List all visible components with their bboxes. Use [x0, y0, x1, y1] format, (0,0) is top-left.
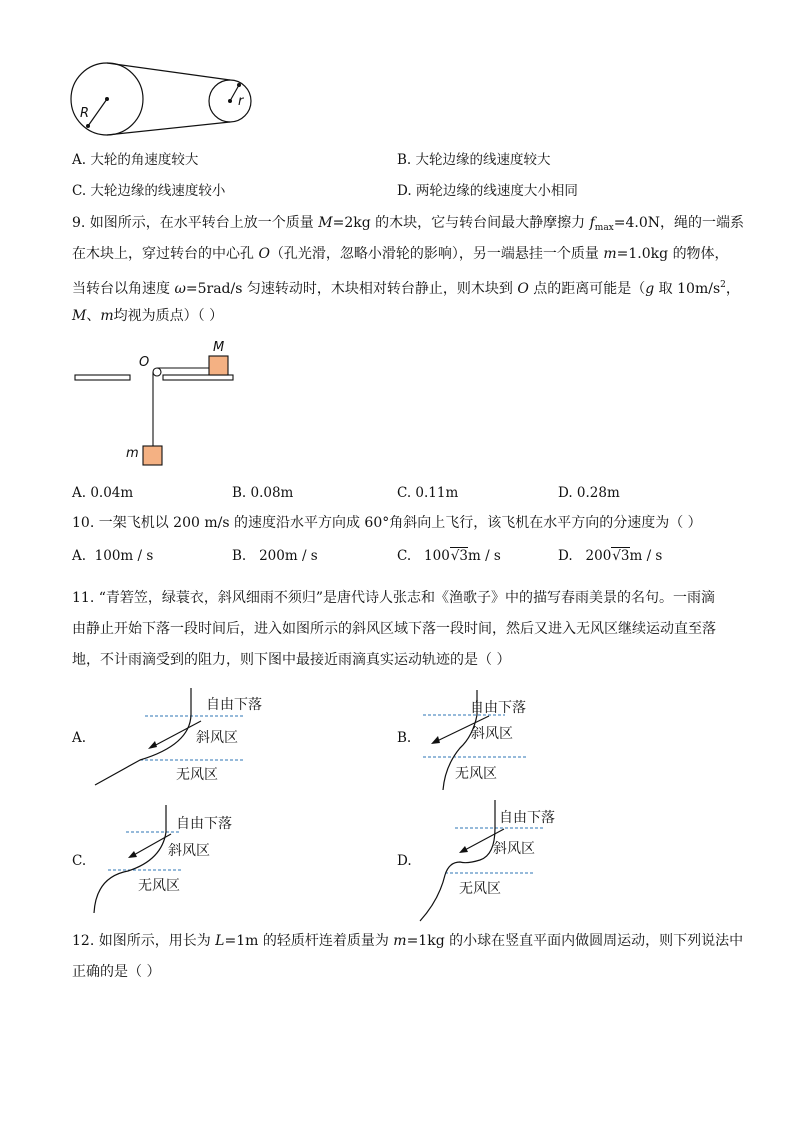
q9-option-b: B. 0.08m: [232, 485, 294, 501]
q12-line-2: 正确的是（ ）: [72, 964, 161, 980]
q9-option-a: A. 0.04m: [72, 485, 134, 501]
q11-option-b-figure: [415, 688, 565, 793]
q10-option-d: D. 200√3m / s: [558, 548, 663, 564]
q11b-no-wind: 无风区: [455, 766, 497, 782]
q9-line-3: 当转台以角速度 ω=5rad/s 匀速转动时，木块相对转台静止，则木块到 O 点的距离可能是（g 取 $10m/s^2$，: [72, 280, 740, 297]
q10-option-b: B. 200m / s: [232, 548, 318, 564]
q11-line-1: 11. “青箬笠，绿蓑衣，斜风细雨不须归”是唐代诗人张志和《渔歌子》中的描写春雨美景的名句。一雨滴: [72, 590, 716, 606]
q9-line-2: 在木块上，穿过转台的中心孔 O（孔光滑，忽略小滑轮的影响），另一端悬挂一个质量 m=1.0kg 的物体，: [72, 246, 729, 262]
q11b-slant-wind: 斜风区: [471, 726, 513, 742]
q8-option-c: C. 大轮边缘的线速度较小: [72, 183, 226, 199]
q11-option-b-label: B.: [397, 730, 412, 746]
big-wheel-label: R: [80, 106, 90, 121]
q11c-slant-wind: 斜风区: [168, 843, 210, 859]
q8-option-b: B. 大轮边缘的线速度较大: [397, 152, 551, 168]
q8-pulley-figure: [66, 62, 266, 142]
q9-line-4: M、m均视为质点）（ ）: [72, 308, 224, 324]
q11-line-2: 由静止开始下落一段时间后，进入如图所示的斜风区域下落一段时间，然后又进入无风区继续运动直至落: [72, 621, 716, 637]
q10-option-a: A. 100m / s: [72, 548, 154, 564]
small-wheel-label: r: [238, 94, 244, 109]
q8-option-a: A. 大轮的角速度较大: [72, 152, 199, 168]
q9-turntable-figure: [70, 335, 245, 470]
hanging-m-label: m: [126, 446, 139, 461]
q12-line-1: 12. 如图所示，用长为 L=1m 的轻质杆连着质量为 m=1kg 的小球在竖直平面内做圆周运动，则下列说法中: [72, 933, 744, 949]
q9-option-c: C. 0.11m: [397, 485, 459, 501]
q11-line-3: 地，不计雨滴受到的阻力，则下图中最接近雨滴真实运动轨迹的是（ ）: [72, 652, 511, 668]
q11d-free-fall: 自由下落: [499, 810, 555, 826]
q11-option-d-label: D.: [397, 853, 412, 869]
q8-option-d: D. 两轮边缘的线速度大小相同: [397, 183, 578, 199]
q11c-no-wind: 无风区: [138, 878, 180, 894]
block-M-label: M: [213, 340, 225, 355]
q11a-free-fall: 自由下落: [206, 697, 262, 713]
q11c-free-fall: 自由下落: [176, 816, 232, 832]
q11a-slant-wind: 斜风区: [196, 730, 238, 746]
q9-option-d: D. 0.28m: [558, 485, 620, 501]
q11-option-a-figure: [90, 685, 280, 790]
q11-option-d-figure: [415, 800, 575, 925]
q11-option-c-label: C.: [72, 853, 87, 869]
hole-label: O: [139, 355, 150, 370]
q11d-slant-wind: 斜风区: [493, 841, 535, 857]
q11-option-a-label: A.: [72, 730, 87, 746]
q11b-free-fall: 自由下落: [470, 700, 526, 716]
q11d-no-wind: 无风区: [459, 881, 501, 897]
q11a-no-wind: 无风区: [176, 767, 218, 783]
q10-stem: 10. 一架飞机以 200 m/s 的速度沿水平方向成 60°角斜向上飞行，该飞机在水平方向的分速度为（ ）: [72, 515, 702, 531]
q9-line-1: 9. 如图所示，在水平转台上放一个质量 M=2kg 的木块，它与转台间最大静摩擦力 $f_{max}=4.0N$，绳的一端系: [72, 215, 745, 233]
q11-option-c-figure: [88, 805, 248, 917]
q10-option-c: C. 100√3m / s: [397, 548, 501, 564]
